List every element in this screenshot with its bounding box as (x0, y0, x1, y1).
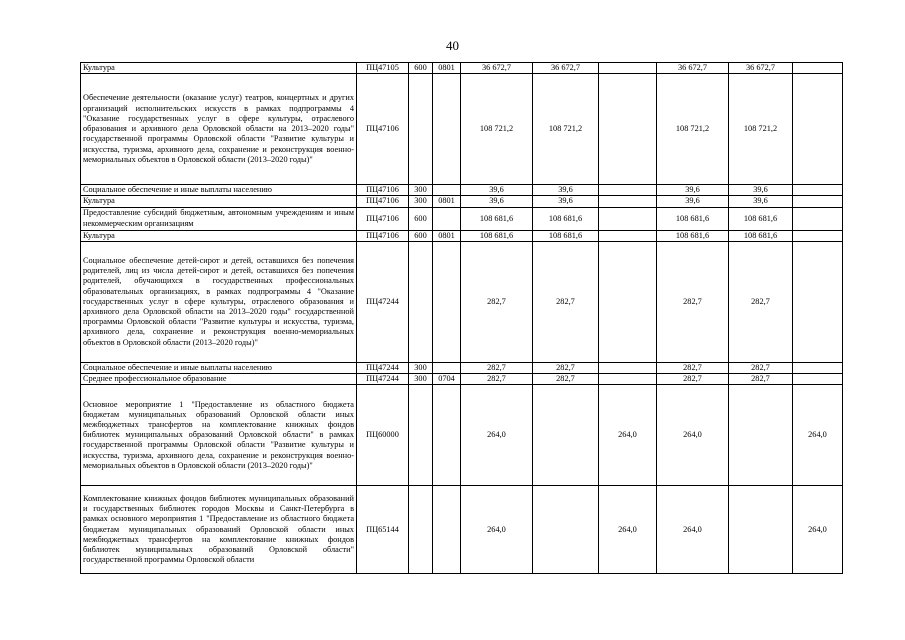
target-code: ПЦ47106 (357, 196, 409, 207)
table-row (81, 185, 843, 196)
amount-own-funds-2: 39,6 (729, 185, 793, 196)
table-row (81, 196, 843, 207)
amount-total: 282,7 (461, 374, 533, 385)
amount-total-2: 108 681,6 (657, 230, 729, 241)
expense-type (409, 385, 433, 486)
amount-total: 264,0 (461, 385, 533, 486)
amount-own-funds (533, 385, 599, 486)
amount-total-2: 264,0 (657, 385, 729, 486)
section-code (433, 185, 461, 196)
amount-total-2: 108 681,6 (657, 207, 729, 230)
amount-transfers (599, 207, 657, 230)
amount-total: 39,6 (461, 185, 533, 196)
target-code: ПЦ47106 (357, 230, 409, 241)
table-row (81, 241, 843, 362)
amount-own-funds-2: 108 721,2 (729, 74, 793, 185)
expense-type: 600 (409, 63, 433, 74)
amount-transfers (599, 185, 657, 196)
amount-total: 264,0 (461, 486, 533, 574)
row-description: Среднее профессиональное образование (81, 374, 357, 385)
amount-own-funds: 282,7 (533, 241, 599, 362)
target-code: ПЦ47106 (357, 207, 409, 230)
table-row (81, 230, 843, 241)
amount-total-2: 108 721,2 (657, 74, 729, 185)
section-code: 0801 (433, 230, 461, 241)
budget-table (80, 62, 843, 574)
expense-type: 300 (409, 362, 433, 373)
expense-type (409, 486, 433, 574)
amount-transfers: 264,0 (599, 486, 657, 574)
amount-transfers (599, 241, 657, 362)
amount-own-funds-2: 108 681,6 (729, 230, 793, 241)
amount-total: 36 672,7 (461, 63, 533, 74)
amount-own-funds: 108 681,6 (533, 230, 599, 241)
amount-transfers (599, 74, 657, 185)
expense-type (409, 241, 433, 362)
row-description: Социальное обеспечение детей-сирот и детей, оставшихся без попечения родителей, лиц из числа детей-сирот и детей, оставшихся без попечения родителей, обучающихся в государственных профессиональных образовательных организациях, в рамках подпрограммы 4 "Оказание государственных услуг в сфере культуры, отраслевого образования и архивного дела Орловской области на 2013–2020 годы" государственной программы Орловской области "Развитие культуры и искусства, туризма, архивного дела, сохранение и реконструкция военно-мемориальных объектов в Орловской области (2013–2020 годы)" (81, 241, 357, 362)
section-code (433, 207, 461, 230)
amount-total-2: 264,0 (657, 486, 729, 574)
section-code (433, 385, 461, 486)
amount-own-funds: 39,6 (533, 196, 599, 207)
page-number: 40 (446, 38, 459, 53)
target-code: ПЦ65144 (357, 486, 409, 574)
row-description: Социальное обеспечение и иные выплаты населению (81, 185, 357, 196)
section-code (433, 362, 461, 373)
row-description: Культура (81, 230, 357, 241)
amount-total: 108 681,6 (461, 230, 533, 241)
amount-own-funds (533, 486, 599, 574)
amount-transfers-2 (793, 230, 843, 241)
section-code (433, 74, 461, 185)
amount-own-funds: 282,7 (533, 374, 599, 385)
amount-transfers-2 (793, 241, 843, 362)
table-row (81, 362, 843, 373)
amount-own-funds-2: 282,7 (729, 374, 793, 385)
expense-type: 600 (409, 230, 433, 241)
target-code: ПЦ47244 (357, 374, 409, 385)
amount-total: 39,6 (461, 196, 533, 207)
amount-transfers-2 (793, 374, 843, 385)
section-code (433, 486, 461, 574)
amount-own-funds-2: 282,7 (729, 362, 793, 373)
amount-transfers-2 (793, 74, 843, 185)
amount-total-2: 39,6 (657, 196, 729, 207)
section-code: 0801 (433, 196, 461, 207)
amount-own-funds: 282,7 (533, 362, 599, 373)
target-code: ПЦ47106 (357, 185, 409, 196)
amount-own-funds-2 (729, 486, 793, 574)
amount-total-2: 282,7 (657, 241, 729, 362)
row-description: Обеспечение деятельности (оказание услуг) театров, концертных и других организаций исполнительских искусств в рамках подпрограммы 4 "Оказание государственных услуг в сфере культуры, отраслевого образования и архивного дела Орловской области на 2013–2020 годы" государственной программы Орловской области "Развитие культуры и искусства, туризма, архивного дела, сохранение и реконструкция военно-мемориальных объектов в Орловской области (2013–2020 годы)" (81, 74, 357, 185)
amount-transfers (599, 362, 657, 373)
amount-own-funds-2 (729, 385, 793, 486)
amount-transfers (599, 230, 657, 241)
table-row (81, 374, 843, 385)
amount-transfers (599, 63, 657, 74)
target-code: ПЦ47244 (357, 362, 409, 373)
table-row (81, 74, 843, 185)
target-code: ПЦ47106 (357, 74, 409, 185)
amount-total-2: 282,7 (657, 374, 729, 385)
amount-transfers-2: 264,0 (793, 486, 843, 574)
amount-total: 108 721,2 (461, 74, 533, 185)
expense-type: 600 (409, 207, 433, 230)
amount-own-funds-2: 282,7 (729, 241, 793, 362)
amount-own-funds-2: 36 672,7 (729, 63, 793, 74)
row-description: Культура (81, 196, 357, 207)
table-row (81, 63, 843, 74)
amount-total: 282,7 (461, 241, 533, 362)
amount-own-funds-2: 39,6 (729, 196, 793, 207)
amount-total-2: 36 672,7 (657, 63, 729, 74)
target-code: ПЦ47244 (357, 241, 409, 362)
row-description: Социальное обеспечение и иные выплаты населению (81, 362, 357, 373)
amount-own-funds: 39,6 (533, 185, 599, 196)
target-code: ПЦ60000 (357, 385, 409, 486)
row-description: Комплектование книжных фондов библиотек муниципальных образований и государственных библиотек городов Москвы и Санкт-Петербурга в рамках основного мероприятия 1 "Предоставление из областного бюджета бюджетам муниципальных образований Орловской области иных межбюджетных трансфертов на комплектование книжных фондов библиотек муниципальных образований Орловской области" государственной программы Орловской области (81, 486, 357, 574)
expense-type: 300 (409, 185, 433, 196)
table-body (81, 63, 843, 574)
table-row (81, 207, 843, 230)
row-description: Культура (81, 63, 357, 74)
row-description: Основное мероприятие 1 "Предоставление из областного бюджета бюджетам муниципальных образований Орловской области иных межбюджетных трансфертов на комплектование книжных фондов библиотек муниципальных образований Орловской области" в рамках государственной программы Орловской области "Развитие культуры и искусства, туризма, архивного дела, сохранение и реконструкция военно-мемориальных объектов в Орловской области (2013–2020 годы)" (81, 385, 357, 486)
amount-transfers-2 (793, 185, 843, 196)
table-row (81, 385, 843, 486)
amount-transfers: 264,0 (599, 385, 657, 486)
section-code (433, 241, 461, 362)
expense-type (409, 74, 433, 185)
amount-total-2: 39,6 (657, 185, 729, 196)
amount-total: 108 681,6 (461, 207, 533, 230)
amount-transfers-2 (793, 63, 843, 74)
target-code: ПЦ47105 (357, 63, 409, 74)
amount-transfers-2: 264,0 (793, 385, 843, 486)
table-row (81, 486, 843, 574)
section-code: 0801 (433, 63, 461, 74)
expense-type: 300 (409, 196, 433, 207)
section-code: 0704 (433, 374, 461, 385)
amount-transfers-2 (793, 207, 843, 230)
amount-transfers (599, 196, 657, 207)
amount-total: 282,7 (461, 362, 533, 373)
expense-type: 300 (409, 374, 433, 385)
amount-own-funds: 108 681,6 (533, 207, 599, 230)
row-description: Предоставление субсидий бюджетным, автономным учреждениям и иным некоммерческим организациям (81, 207, 357, 230)
amount-own-funds-2: 108 681,6 (729, 207, 793, 230)
amount-transfers-2 (793, 362, 843, 373)
amount-transfers-2 (793, 196, 843, 207)
amount-own-funds: 108 721,2 (533, 74, 599, 185)
amount-own-funds: 36 672,7 (533, 63, 599, 74)
amount-transfers (599, 374, 657, 385)
amount-total-2: 282,7 (657, 362, 729, 373)
